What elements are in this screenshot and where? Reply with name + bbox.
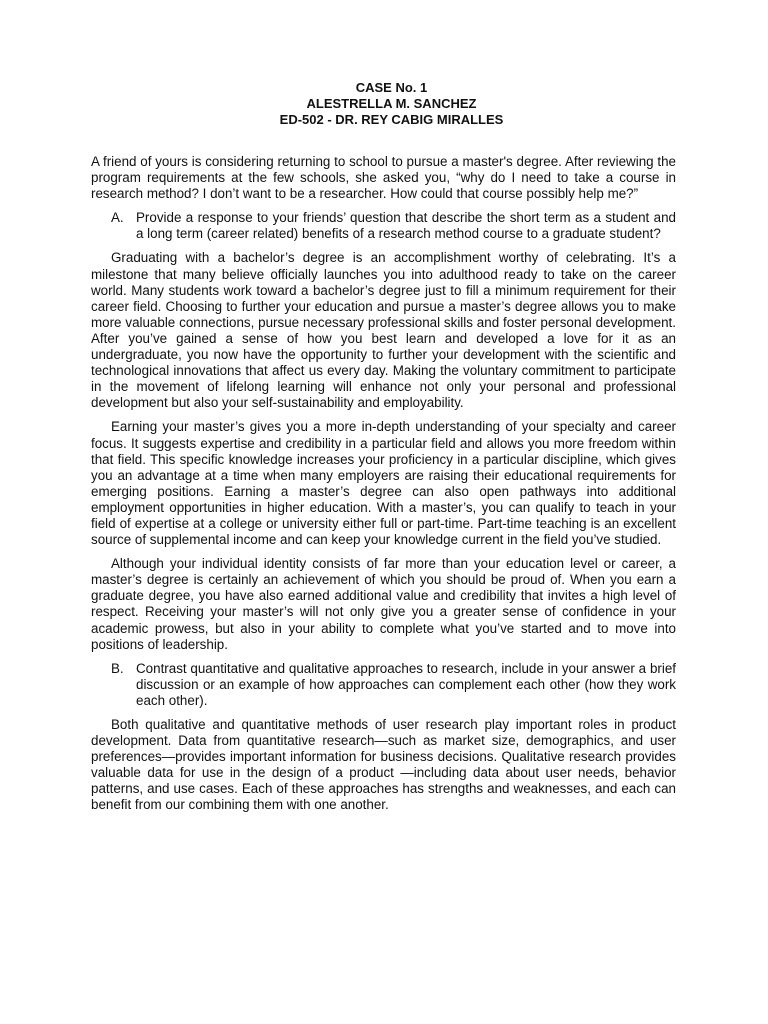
answer-a-paragraph-1: Graduating with a bachelor’s degree is an accomplishment worthy of celebrating. It’s a milestone that many believe officially launches you into adulthood ready to take on the career world. Many students work toward a bachelor’s degree just to fill a minimum requirement for their career field. Choosing to further your education and pursue a master’s degree allows you to make more valuable connections, pursue necessary professional skills and foster personal development. After you’ve gained a sense of how you best learn and developed a love for it as an undergraduate, you now have the opportunity to further your development with the scientific and technological innovations that affect us every day. Making the voluntary commitment to participate in the movement of lifelong learning will enhance not only your personal and professional development but also your self-sustainability and employability.: [91, 250, 676, 411]
author-name: ALESTRELLA M. SANCHEZ: [306, 96, 477, 111]
answer-b-paragraph-1: Both qualitative and quantitative methods of user research play important roles in product development. Data from quantitative research—such as market size, demographics, and user preferences—provides important information for business decisions. Qualitative research provides valuable data for use in the design of a product —including data about user needs, behavior patterns, and use cases. Each of these approaches has strengths and weaknesses, and each can benefit from our combining them with one another.: [91, 717, 676, 813]
answer-a-paragraph-2: Earning your master’s gives you a more in-depth understanding of your specialty and career focus. It suggests expertise and credibility in a particular field and allows you more freedom within that field. This specific knowledge increases your proficiency in a particular discipline, which gives you an advantage at a time when many employers are raising their educational requirements for emerging positions. Earning a master’s degree can also open pathways into additional employment opportunities in higher education. With a master’s, you can qualify to teach in your field of expertise at a college or university either full or part-time. Part-time teaching is an excellent source of supplemental income and can keep your knowledge current in the field you’ve studied.: [91, 419, 676, 548]
question-b: [91, 661, 676, 709]
course-title: ED-502 - DR. REY CABIG MIRALLES: [279, 112, 504, 127]
question-a: [91, 210, 676, 242]
question-a-text: Provide a response to your friends’ question that describe the short term as a student and a long term (career related) benefits of a research method course to a graduate student?: [136, 210, 676, 242]
case-title: CASE No. 1: [355, 80, 428, 95]
answer-a-paragraph-3: Although your individual identity consists of far more than your education level or career, a master’s degree is certainly an achievement of which you should be proud of. When you earn a graduate degree, you have also earned additional value and credibility that invites a high level of respect. Receiving your master’s will not only give you a greater sense of confidence in your academic prowess, but also in your ability to complete what you’ve started and to move into positions of leadership.: [91, 556, 676, 652]
question-a-marker: A.: [111, 210, 124, 226]
document-header: [107, 80, 676, 128]
question-b-text: Contrast quantitative and qualitative approaches to research, include in your answer a brief discussion or an example of how approaches can complement each other (how they work each other).: [136, 660, 676, 708]
intro-paragraph: A friend of yours is considering returning to school to pursue a master's degree. After reviewing the program requirements at the few schools, she asked you, “why do I need to take a course in research method? I don’t want to be a researcher. How could that course possibly help me?”: [91, 154, 676, 202]
document-page: [91, 80, 676, 814]
question-b-marker: B.: [111, 660, 124, 676]
